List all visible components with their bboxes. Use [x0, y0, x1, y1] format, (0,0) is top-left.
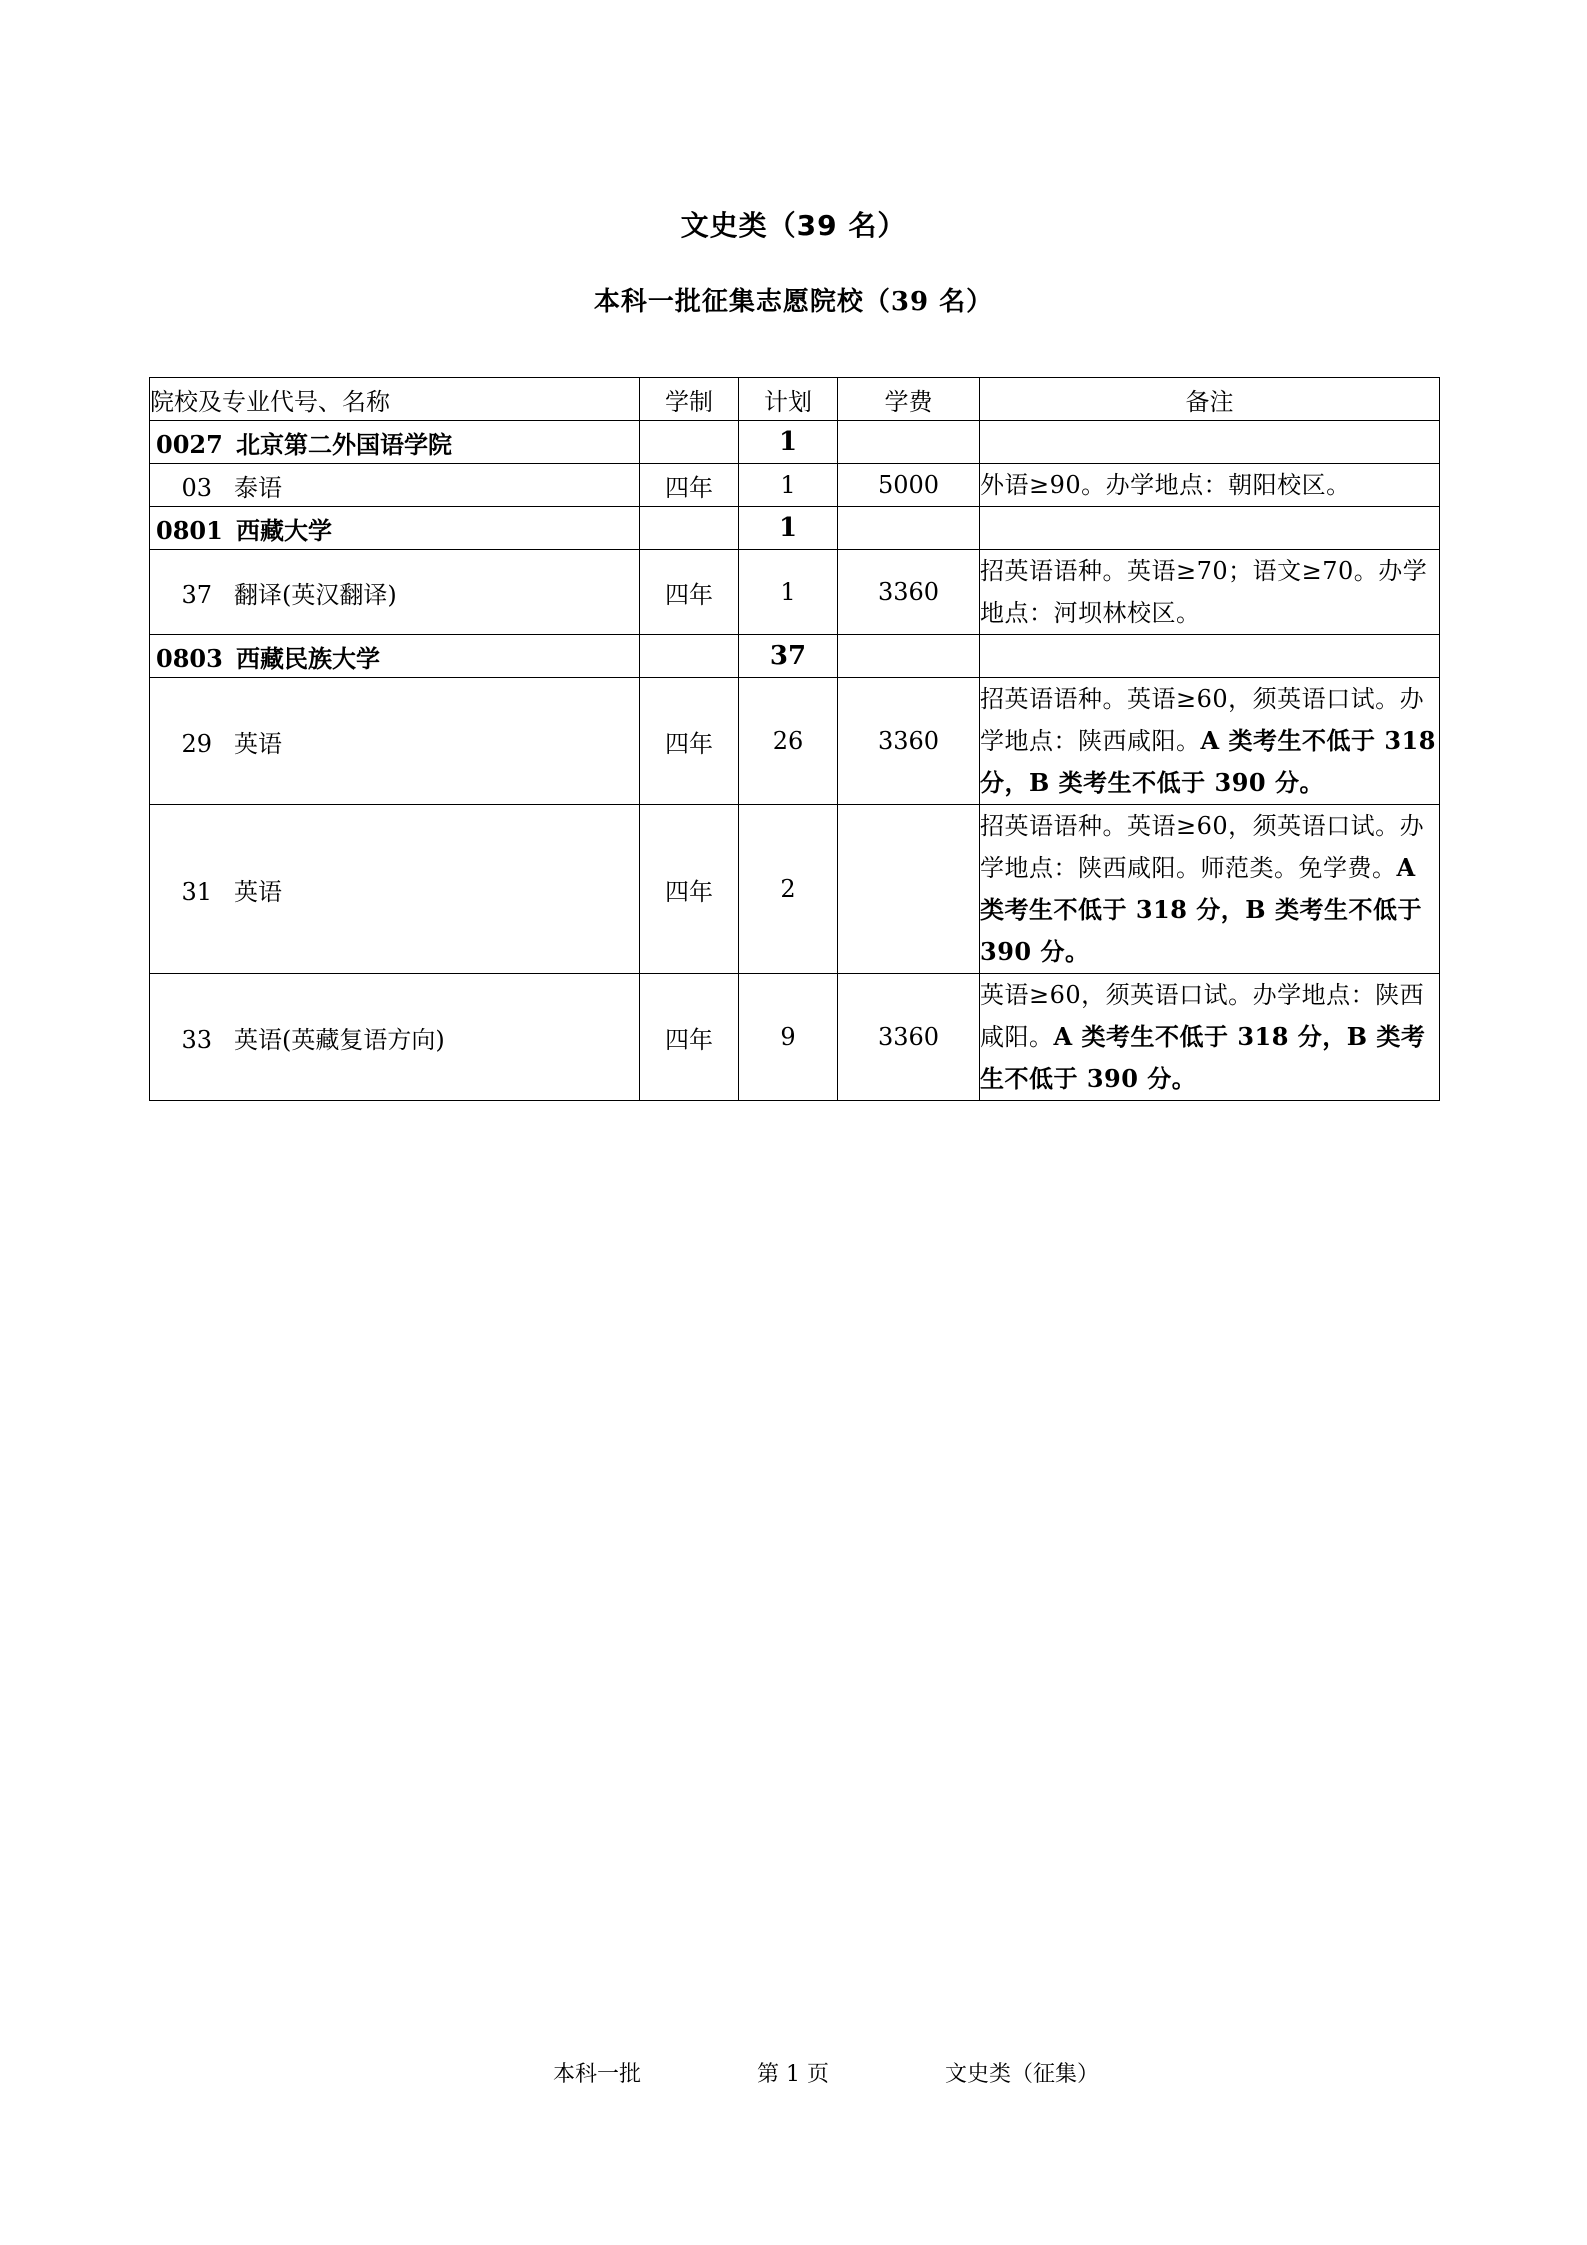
duration-cell: 四年: [640, 464, 739, 507]
fee-cell: 5000: [838, 464, 980, 507]
remark-cell: [980, 550, 1440, 635]
plan-cell: 1: [739, 421, 838, 464]
school-code: 0801: [156, 515, 223, 545]
major-name: 英语(英藏复语方向): [234, 1025, 445, 1054]
page-subtitle: 本科一批征集志愿院校（39 名）: [593, 287, 994, 317]
footer-page-number: 第 1 页: [757, 2062, 829, 2087]
school-name: 北京第二外国语学院: [236, 429, 452, 459]
remark-text: 招英语语种。英语≥60，须英语口试。办学地点：陕西咸阳。师范类。免学费。: [980, 812, 1425, 882]
column-header-plan: 计划: [739, 378, 838, 421]
table-header-row: [150, 378, 1440, 421]
table-row-major: [150, 974, 1440, 1101]
major-code: 33: [181, 1025, 212, 1054]
remark-cell: [980, 635, 1440, 678]
table-row-major: [150, 678, 1440, 805]
duration-cell: [640, 507, 739, 550]
column-header-duration: 学制: [640, 378, 739, 421]
plan-cell: 1: [739, 464, 838, 507]
school-name: 西藏大学: [236, 515, 332, 545]
duration-cell: 四年: [640, 550, 739, 635]
remark-cell: [980, 464, 1440, 507]
page-title: 文史类（39 名）: [680, 209, 907, 242]
footer-batch: 本科一批: [553, 2062, 642, 2087]
remark-bold-text: A 类考生不低于 318 分，B 类考生不低于 390 分。: [980, 726, 1436, 797]
remark-text: 英语≥60，须英语口试。办学地点：陕西咸阳。: [980, 981, 1425, 1051]
major-code: 29: [181, 729, 212, 758]
duration-cell: 四年: [640, 974, 739, 1101]
school-cell: [150, 507, 640, 550]
school-cell: [150, 421, 640, 464]
major-code: 37: [181, 580, 212, 609]
plan-cell: 2: [739, 805, 838, 974]
plan-cell: 9: [739, 974, 838, 1101]
fee-cell: [838, 421, 980, 464]
table-row-school: [150, 635, 1440, 678]
major-name: 英语: [234, 729, 282, 758]
column-header-remark: 备注: [980, 378, 1440, 421]
remark-bold-text: A 类考生不低于 318 分，B 类考生不低于 390 分。: [980, 853, 1422, 966]
plan-cell: 1: [739, 550, 838, 635]
remark-cell: [980, 421, 1440, 464]
fee-cell: 3360: [838, 550, 980, 635]
remark-text: 招英语语种。英语≥60，须英语口试。办学地点：陕西咸阳。: [980, 685, 1425, 755]
major-code: 03: [181, 473, 212, 502]
table-row-major: [150, 805, 1440, 974]
major-cell: [150, 678, 640, 805]
fee-cell: [838, 507, 980, 550]
table-row-school: [150, 507, 1440, 550]
plan-cell: 37: [739, 635, 838, 678]
table-row-major: [150, 550, 1440, 635]
footer-category: 文史类（征集）: [945, 2062, 1100, 2087]
remark-bold-text: A 类考生不低于 318 分，B 类考生不低于 390 分。: [980, 1022, 1426, 1093]
remark-text: 招英语语种。英语≥70；语文≥70。办学地点：河坝林校区。: [980, 557, 1428, 627]
major-name: 英语: [234, 877, 282, 906]
major-name: 泰语: [234, 473, 282, 502]
major-cell: [150, 550, 640, 635]
remark-cell: [980, 507, 1440, 550]
fee-cell: [838, 805, 980, 974]
major-name: 翻译(英汉翻译): [234, 580, 397, 609]
remark-text: 外语≥90。办学地点：朝阳校区。: [980, 471, 1351, 499]
school-cell: [150, 635, 640, 678]
school-name: 西藏民族大学: [236, 643, 380, 673]
major-cell: [150, 805, 640, 974]
remark-cell: [980, 805, 1440, 974]
duration-cell: [640, 635, 739, 678]
remark-cell: [980, 678, 1440, 805]
fee-cell: 3360: [838, 974, 980, 1101]
major-cell: [150, 974, 640, 1101]
school-code: 0027: [156, 429, 223, 459]
remark-cell: [980, 974, 1440, 1101]
plan-cell: 26: [739, 678, 838, 805]
duration-cell: 四年: [640, 678, 739, 805]
column-header-name: 院校及专业代号、名称: [150, 378, 640, 421]
duration-cell: 四年: [640, 805, 739, 974]
major-cell: [150, 464, 640, 507]
major-code: 31: [181, 877, 212, 906]
enrollment-plan-table: [149, 377, 1440, 1101]
table-row-major: [150, 464, 1440, 507]
school-code: 0803: [156, 643, 223, 673]
plan-cell: 1: [739, 507, 838, 550]
table-row-school: [150, 421, 1440, 464]
fee-cell: 3360: [838, 678, 980, 805]
column-header-fee: 学费: [838, 378, 980, 421]
fee-cell: [838, 635, 980, 678]
duration-cell: [640, 421, 739, 464]
